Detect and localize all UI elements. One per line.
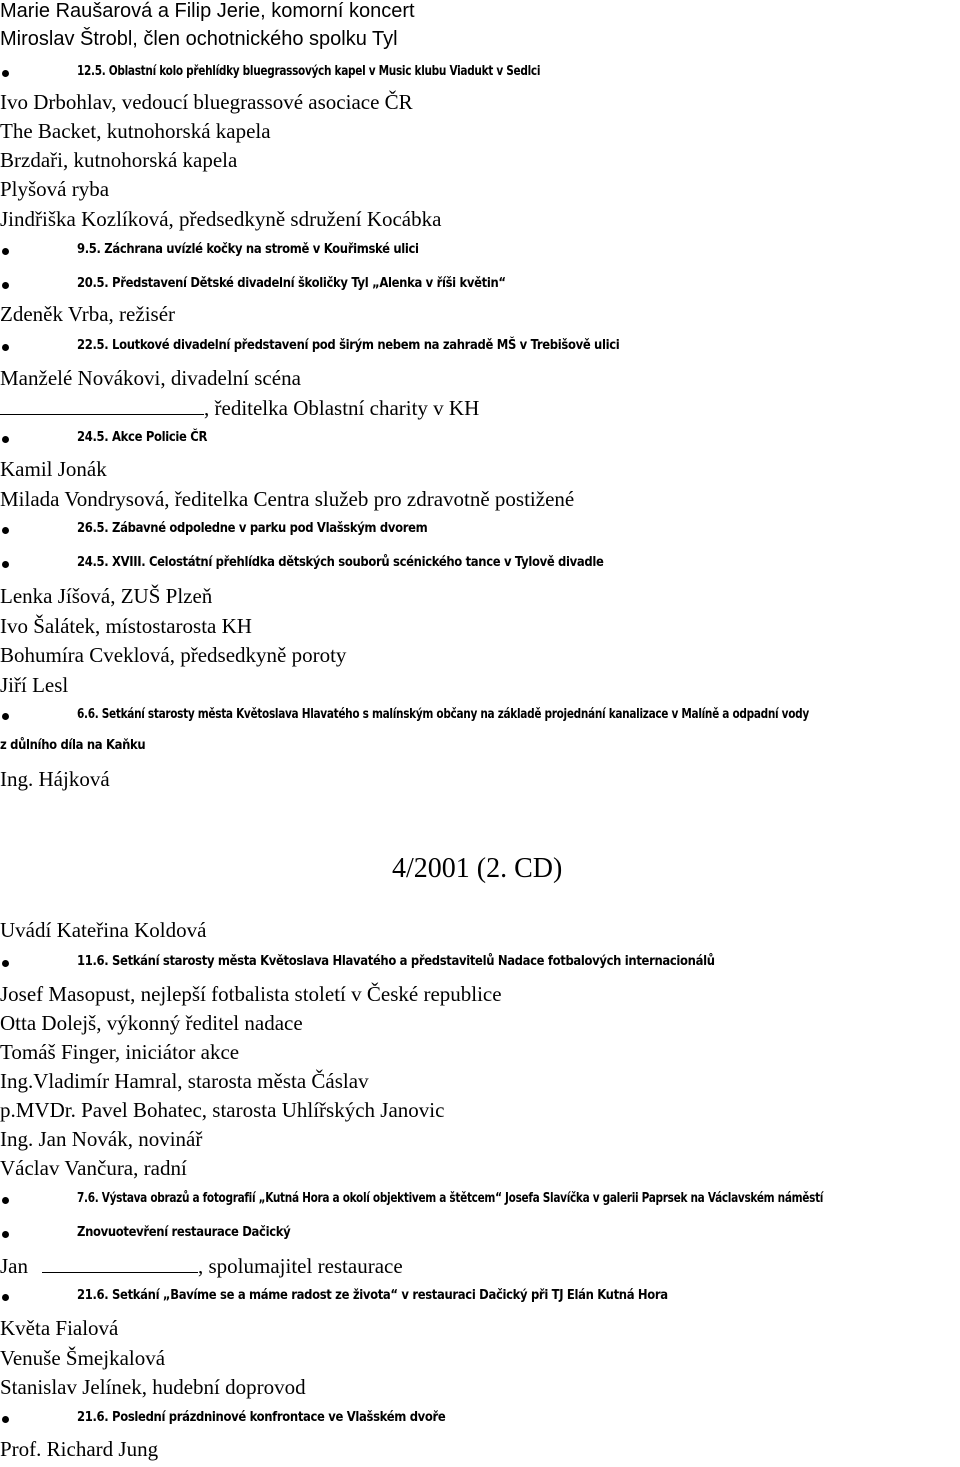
text-line: Ing.Vladimír Hamral, starosta města Čáslav [0, 1069, 369, 1093]
text-line: Ivo Drbohlav, vedoucí bluegrassové asociace ČR [0, 90, 413, 114]
text-fragment: Jan [0, 1254, 28, 1278]
text-line: Ing. Hájková [0, 767, 110, 791]
bullet-icon [2, 436, 9, 443]
event-heading: 9.5. Záchrana uvízlé kočky na stromě v Kouřimské ulici [77, 241, 419, 257]
text-line: Plyšová ryba [0, 177, 110, 201]
text-line: Brzdaři, kutnohorská kapela [0, 148, 238, 172]
bullet-icon [2, 1197, 9, 1204]
bullet-item [0, 334, 960, 360]
text-line: Milada Vondrysová, ředitelka Centra služeb pro zdravotně postižené [0, 487, 575, 511]
text-line: Otta Dolejš, výkonný ředitel nadace [0, 1011, 303, 1035]
event-heading: 21.6. Poslední prázdninové konfrontace ve Vlašském dvoře [77, 1409, 446, 1425]
event-heading: 11.6. Setkání starosty města Květoslava Hlavatého a představitelů Nadace fotbalových internacionálů [77, 953, 715, 969]
bullet-icon [2, 1416, 9, 1423]
text-line: Josef Masopust, nejlepší fotbalista století v České republice [0, 982, 502, 1006]
text-line: Manželé Novákovi, divadelní scéna [0, 366, 301, 390]
bullet-item [0, 703, 960, 729]
bullet-item [0, 1284, 960, 1310]
text-fragment: , spolumajitel restaurace [198, 1254, 403, 1278]
blank-underline [0, 396, 204, 415]
bullet-icon [2, 960, 9, 967]
text-line: Jiří Lesl [0, 673, 69, 697]
text-line: Ing. Jan Novák, novinář [0, 1127, 203, 1151]
text-line: Bohumíra Cveklová, předsedkyně poroty [0, 643, 347, 667]
bullet-icon [2, 248, 9, 255]
bullet-icon [2, 561, 9, 568]
text-line: Uvádí Kateřina Koldová [0, 918, 207, 942]
event-heading: 24.5. XVIII. Celostátní přehlídka dětských souborů scénického tance v Tylově divadle [77, 554, 604, 570]
text-line: Lenka Jíšová, ZUŠ Plzeň [0, 584, 213, 608]
section-heading: 4/2001 (2. CD) [392, 853, 563, 884]
text-line: Zdeněk Vrba, režisér [0, 302, 176, 326]
event-heading: 26.5. Zábavné odpoledne v parku pod Vlašským dvorem [77, 520, 428, 536]
blank-underline [42, 1254, 198, 1273]
bullet-item [0, 426, 960, 452]
text-line: Miroslav Štrobl, člen ochotnického spolku Tyl [0, 28, 398, 50]
event-heading: 6.6. Setkání starosty města Květoslava Hlavatého s malínským občany na základě projednání kanalizace v Malíně a odpadní vody [77, 706, 809, 722]
text-line: Prof. Richard Jung [0, 1437, 159, 1461]
text-line: Jindřiška Kozlíková, předsedkyně sdružení Kocábka [0, 207, 442, 231]
text-line: Tomáš Finger, iniciátor akce [0, 1040, 240, 1064]
event-heading: 20.5. Představení Dětské divadelní školičky Tyl „Alenka v říši květin“ [77, 275, 506, 291]
event-heading: 22.5. Loutkové divadelní představení pod širým nebem na zahradě MŠ v Trebišově ulici [77, 337, 620, 353]
bullet-icon [2, 282, 9, 289]
text-line: Květa Fialová [0, 1316, 119, 1340]
event-heading: Znovuotevření restaurace Dačický [77, 1224, 291, 1240]
bullet-icon [2, 1294, 9, 1301]
bullet-item [0, 950, 960, 976]
text-line: Václav Vančura, radní [0, 1156, 187, 1180]
bullet-icon [2, 713, 9, 720]
text-line: Marie Raušarová a Filip Jerie, komorní koncert [0, 0, 415, 22]
text-line: Stanislav Jelínek, hudební doprovod [0, 1375, 306, 1399]
text-fragment: , ředitelka Oblastní charity v KH [204, 396, 480, 420]
text-line: Venuše Šmejkalová [0, 1346, 166, 1370]
event-heading: 21.6. Setkání „Bavíme se a máme radost ze života“ v restauraci Dačický při TJ Elán Kutná Hora [77, 1287, 668, 1303]
bullet-item [0, 272, 960, 298]
event-heading-continued: z důlního díla na Kaňku [0, 737, 146, 753]
bullet-icon [2, 344, 9, 351]
bullet-item [0, 517, 960, 543]
bullet-icon [2, 527, 9, 534]
bullet-item [0, 60, 960, 86]
event-heading: 24.5. Akce Policie ČR [77, 429, 208, 445]
text-line: p.MVDr. Pavel Bohatec, starosta Uhlířských Janovic [0, 1098, 445, 1122]
event-heading: 7.6. Výstava obrazů a fotografií „Kutná Hora a okolí objektivem a štětcem“ Josefa Slavíčka v galerii Paprsek na Václavském náměstí [77, 1190, 824, 1206]
bullet-item [0, 1221, 960, 1247]
bullet-item [0, 238, 960, 264]
text-line [0, 1254, 403, 1279]
event-heading: 12.5. Oblastní kolo přehlídky bluegrassových kapel v Music klubu Viadukt v Sedlci [77, 63, 541, 79]
bullet-item [0, 1406, 960, 1432]
text-line: Kamil Jonák [0, 457, 107, 481]
text-line: The Backet, kutnohorská kapela [0, 119, 271, 143]
event-continuation [0, 737, 960, 761]
text-line: Ivo Šalátek, místostarosta KH [0, 614, 252, 638]
text-line [0, 396, 479, 421]
bullet-icon [2, 1231, 9, 1238]
bullet-item [0, 1187, 960, 1213]
bullet-icon [2, 70, 9, 77]
bullet-item [0, 551, 960, 577]
